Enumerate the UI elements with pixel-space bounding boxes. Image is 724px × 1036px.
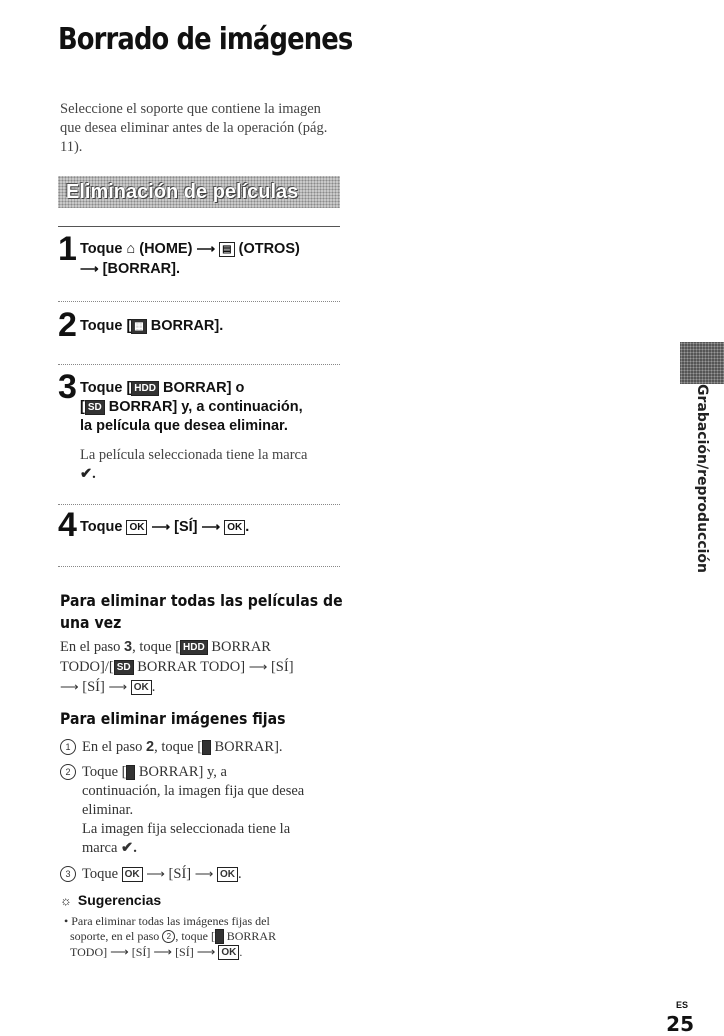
ok-button-icon: OK bbox=[131, 680, 152, 695]
section-heading-all: Para eliminar todas las películas de una vez bbox=[60, 591, 343, 632]
divider bbox=[58, 566, 340, 567]
ok-button-icon: OK bbox=[122, 867, 143, 882]
hdd-icon: HDD bbox=[131, 381, 159, 396]
language-code: ES bbox=[675, 1000, 688, 1010]
others-icon: ▤ bbox=[219, 242, 234, 257]
divider bbox=[58, 364, 340, 365]
step-3-note: La película seleccionada tiene la marca ✔. bbox=[80, 447, 308, 482]
arrow-icon: ⟶ bbox=[60, 679, 79, 694]
home-icon: ⌂ bbox=[126, 241, 136, 257]
arrow-icon: ⟶ bbox=[196, 241, 216, 256]
ok-button-icon: OK bbox=[217, 867, 238, 882]
divider bbox=[58, 504, 340, 505]
chapter-label: Grabación/reproducción bbox=[694, 384, 710, 574]
arrow-icon: ⟶ bbox=[146, 866, 165, 881]
ok-button-icon: OK bbox=[224, 520, 245, 535]
lightbulb-icon: ☼ bbox=[60, 893, 72, 908]
tips-body: • Para eliminar todas las imágenes fijas del soporte, en el paso 2 , toque [ BORRAR TODO] ⟶ [SÍ] ⟶ [SÍ] ⟶ OK . bbox=[64, 914, 277, 959]
divider bbox=[58, 301, 340, 302]
arrow-icon: ⟶ bbox=[151, 519, 171, 534]
circled-number: 3 bbox=[60, 866, 76, 882]
sd-icon: SD bbox=[114, 660, 134, 675]
arrow-icon: ⟶ bbox=[110, 944, 129, 959]
check-icon: ✔. bbox=[80, 466, 96, 482]
divider bbox=[58, 226, 340, 227]
photo-icon bbox=[202, 740, 211, 755]
arrow-icon: ⟶ bbox=[201, 519, 221, 534]
step-2-number: 2 bbox=[58, 306, 77, 344]
arrow-icon: ⟶ bbox=[80, 261, 99, 276]
step-2-text: Toque [ ▦ BORRAR]. bbox=[80, 318, 224, 334]
arrow-icon: ⟶ bbox=[196, 944, 216, 959]
page-title: Borrado de imágenes bbox=[58, 22, 353, 57]
step-1-text: Toque ⌂ (HOME) ⟶ ▤ (OTROS) ⟶ [BORRAR]. bbox=[80, 241, 300, 277]
step-4-text: Toque OK ⟶ [SÍ] ⟶ OK . bbox=[80, 519, 250, 535]
step-4-number: 4 bbox=[58, 506, 77, 544]
section-banner: Eliminación de películas bbox=[58, 176, 340, 208]
arrow-icon: ⟶ bbox=[194, 866, 214, 881]
tips-heading: ☼ Sugerencias bbox=[60, 892, 162, 908]
section-photos-body: 1 En el paso 2, toque [ BORRAR]. 2 Toque [ BORRAR] y, a continuación, la imagen fija que desea eliminar. La imagen fija seleccionada tiene la marca ✔. 3 Toque OK ⟶ [SÍ] ⟶ OK . bbox=[60, 738, 350, 884]
circled-number: 1 bbox=[60, 739, 76, 755]
check-icon: ✔. bbox=[121, 840, 137, 856]
ok-button-icon: OK bbox=[126, 520, 147, 535]
intro-text: Seleccione el soporte que contiene la imagen que desea eliminar antes de la operación (pág. 11). bbox=[60, 101, 328, 155]
step-3-text: Toque [ HDD BORRAR] o [ SD BORRAR] y, a continuación, la película que desea eliminar. bbox=[80, 380, 303, 434]
photo-icon bbox=[215, 929, 224, 944]
arrow-icon: ⟶ bbox=[108, 679, 128, 694]
page-number: 25 bbox=[666, 1012, 694, 1036]
circled-number: 2 bbox=[162, 930, 175, 943]
hdd-icon: HDD bbox=[180, 640, 208, 655]
circled-number: 2 bbox=[60, 764, 76, 780]
step-3-number: 3 bbox=[58, 368, 77, 406]
arrow-icon: ⟶ bbox=[153, 944, 173, 959]
section-heading-photos: Para eliminar imágenes fijas bbox=[60, 709, 286, 728]
section-all-body: En el paso 3, toque [ HDD BORRAR TODO]/[ SD BORRAR TODO] ⟶ [SÍ] ⟶ [SÍ] ⟶ OK . bbox=[60, 639, 294, 695]
sd-icon: SD bbox=[85, 400, 105, 415]
arrow-icon: ⟶ bbox=[248, 659, 268, 674]
ok-button-icon: OK bbox=[218, 945, 239, 960]
step-1-number: 1 bbox=[58, 230, 77, 268]
chapter-tab bbox=[680, 342, 724, 384]
photo-icon bbox=[126, 765, 135, 780]
film-icon: ▦ bbox=[131, 319, 146, 334]
